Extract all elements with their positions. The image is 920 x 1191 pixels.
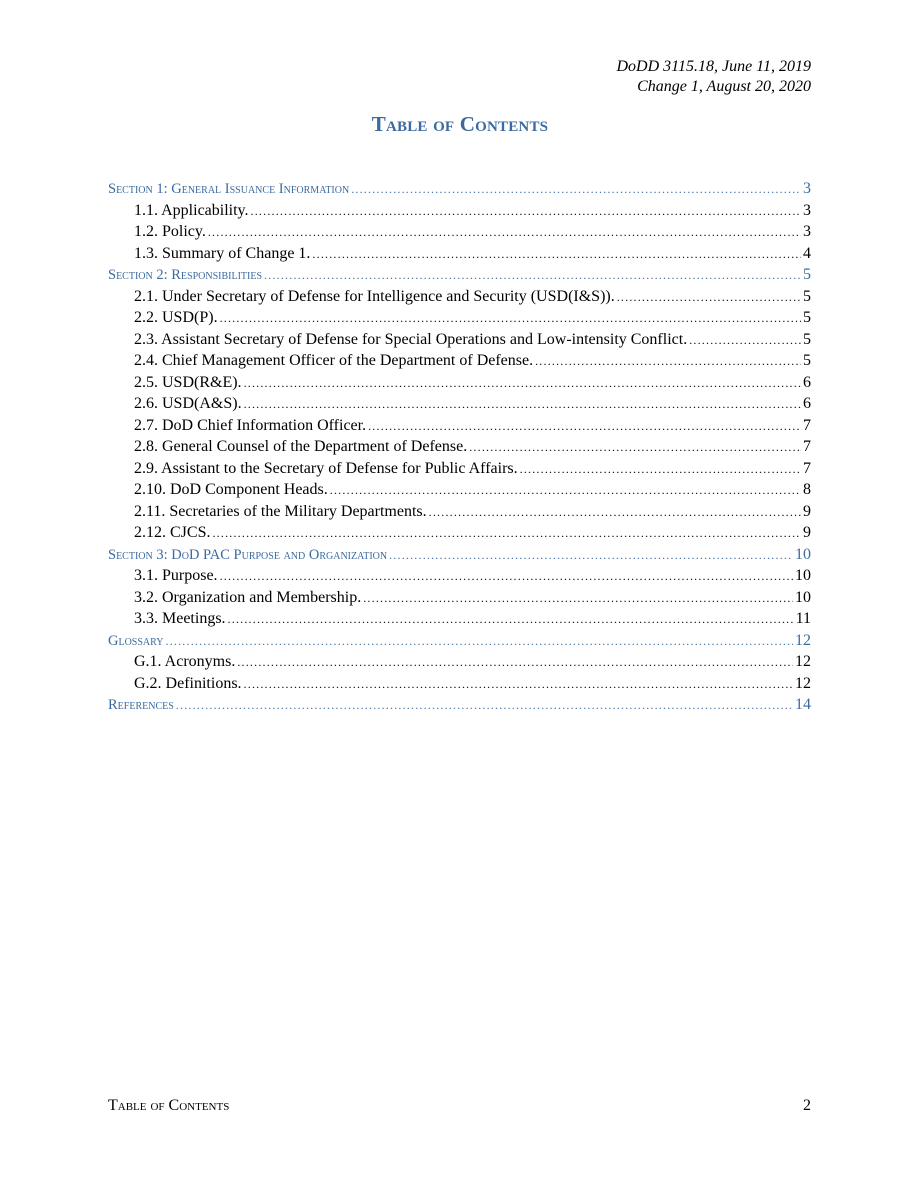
toc-page-number: 10 xyxy=(795,545,811,563)
dot-leader xyxy=(208,222,801,244)
toc-entry-label: 2.12. CJCS. xyxy=(134,524,211,541)
dot-leader xyxy=(535,351,801,373)
toc-page-number: 5 xyxy=(803,266,811,283)
dot-leader xyxy=(363,588,793,610)
toc-page-number: 9 xyxy=(803,524,811,541)
toc-page-number: 3 xyxy=(803,180,811,197)
toc-entry-link[interactable] xyxy=(108,608,811,630)
toc-entry-label: Section 2: Responsibilities xyxy=(108,267,263,283)
toc-page-number: 5 xyxy=(803,309,811,326)
dot-leader xyxy=(220,308,801,330)
toc-entry-label: 2.3. Assistant Secretary of Defense for Special Operations and Low-intensity Conflict. xyxy=(134,330,688,348)
toc-entry-label: Section 3: DoD PAC Purpose and Organization xyxy=(108,546,388,563)
toc-entry-link[interactable] xyxy=(108,522,811,544)
toc-page-number: 12 xyxy=(795,674,811,692)
toc-page-number: 10 xyxy=(795,567,811,584)
page-number: 2 xyxy=(803,1097,811,1114)
dot-leader xyxy=(176,695,793,717)
toc-entry-link[interactable] xyxy=(108,479,811,501)
toc-entry-link[interactable] xyxy=(108,415,811,437)
dot-leader xyxy=(166,631,794,653)
toc-page-number: 12 xyxy=(795,631,811,649)
dot-leader xyxy=(689,330,801,352)
toc-entry-label: G.1. Acronyms. xyxy=(134,653,236,670)
toc-entry-link[interactable] xyxy=(108,350,811,372)
dot-leader xyxy=(330,480,801,502)
table-of-contents xyxy=(108,178,811,716)
toc-page-number: 8 xyxy=(803,481,811,498)
dot-leader xyxy=(368,416,801,438)
toc-entry-link[interactable] xyxy=(108,458,811,480)
toc-entry-label: 2.4. Chief Management Officer of the Department of Defense. xyxy=(134,352,534,369)
toc-entry-label: 1.1. Applicability. xyxy=(134,201,249,219)
toc-page-number: 3 xyxy=(803,201,811,219)
toc-entry-label: 3.2. Organization and Membership. xyxy=(134,588,362,606)
dot-leader xyxy=(237,652,793,674)
toc-page-number: 5 xyxy=(803,352,811,369)
footer-title: Table of Contents xyxy=(108,1097,230,1114)
change-date: Change 1, August 20, 2020 xyxy=(637,78,811,95)
dot-leader xyxy=(429,502,801,524)
toc-page-number: 6 xyxy=(803,395,811,412)
toc-entry-link[interactable] xyxy=(108,393,811,415)
toc-entry-link[interactable] xyxy=(108,501,811,523)
dot-leader xyxy=(312,244,801,266)
page-title: Table of Contents xyxy=(371,112,549,136)
toc-page-number: 9 xyxy=(803,502,811,520)
toc-entry-label: 2.8. General Counsel of the Department of Defense. xyxy=(134,438,468,455)
toc-entry-label: 2.6. USD(A&S). xyxy=(134,395,242,412)
toc-entry-link[interactable] xyxy=(108,651,811,673)
toc-entry-link[interactable] xyxy=(108,587,811,609)
dot-leader xyxy=(251,201,801,223)
toc-entry-label: 2.5. USD(R&E). xyxy=(134,373,242,391)
toc-entry-label: 3.3. Meetings. xyxy=(134,610,226,627)
toc-entry-link[interactable] xyxy=(108,221,811,243)
toc-entry-label: 1.3. Summary of Change 1. xyxy=(134,244,311,262)
toc-entry-label: 2.11. Secretaries of the Military Departments. xyxy=(134,502,427,520)
dot-leader xyxy=(351,179,801,201)
toc-entry-label: Glossary xyxy=(108,632,164,649)
dot-leader xyxy=(389,545,793,567)
toc-section-link[interactable] xyxy=(108,178,811,200)
toc-page-number: 7 xyxy=(803,438,811,455)
toc-page-number: 10 xyxy=(795,588,811,606)
toc-page-number: 3 xyxy=(803,223,811,240)
toc-page-number: 6 xyxy=(803,373,811,391)
toc-entry-link[interactable] xyxy=(108,307,811,329)
toc-entry-link[interactable] xyxy=(108,243,811,265)
dot-leader xyxy=(264,265,801,287)
toc-page-number: 7 xyxy=(803,459,811,477)
toc-section-link[interactable] xyxy=(108,694,811,716)
dot-leader xyxy=(520,459,801,481)
dot-leader xyxy=(212,523,801,545)
toc-entry-label: References xyxy=(108,697,174,713)
toc-page-number: 11 xyxy=(795,610,811,627)
document-header xyxy=(617,57,812,97)
toc-entry-label: 3.1. Purpose. xyxy=(134,567,218,584)
dot-leader xyxy=(469,437,801,459)
toc-entry-label: 2.1. Under Secretary of Defense for Intelligence and Security (USD(I&S)). xyxy=(134,287,615,305)
dot-leader xyxy=(617,287,801,309)
toc-entry-link[interactable] xyxy=(108,372,811,394)
toc-page-number: 12 xyxy=(795,653,811,670)
document-id: DoDD 3115.18, June 11, 2019 xyxy=(616,58,811,75)
toc-page-number: 5 xyxy=(803,287,811,305)
toc-entry-label: G.2. Definitions. xyxy=(134,674,242,692)
toc-section-link[interactable] xyxy=(108,544,811,566)
toc-entry-link[interactable] xyxy=(108,673,811,695)
toc-entry-label: 2.10. DoD Component Heads. xyxy=(134,481,328,498)
toc-page-number: 4 xyxy=(803,244,811,262)
dot-leader xyxy=(228,609,794,631)
toc-entry-label: Section 1: General Issuance Information xyxy=(108,181,350,197)
toc-entry-label: 2.9. Assistant to the Secretary of Defense for Public Affairs. xyxy=(134,459,518,477)
toc-entry-link[interactable] xyxy=(108,200,811,222)
toc-entry-link[interactable] xyxy=(108,565,811,587)
toc-page-number: 7 xyxy=(803,416,811,434)
toc-entry-link[interactable] xyxy=(108,286,811,308)
dot-leader xyxy=(220,566,793,588)
toc-entry-link[interactable] xyxy=(108,329,811,351)
toc-section-link[interactable] xyxy=(108,264,811,286)
toc-page-number: 5 xyxy=(803,330,811,348)
toc-entry-label: 2.2. USD(P). xyxy=(134,309,218,326)
dot-leader xyxy=(244,674,793,696)
toc-section-link[interactable] xyxy=(108,630,811,652)
dot-leader xyxy=(244,394,801,416)
toc-entry-label: 2.7. DoD Chief Information Officer. xyxy=(134,416,367,434)
toc-page-number: 14 xyxy=(795,696,811,713)
toc-entry-link[interactable] xyxy=(108,436,811,458)
dot-leader xyxy=(244,373,801,395)
toc-entry-label: 1.2. Policy. xyxy=(134,223,206,240)
